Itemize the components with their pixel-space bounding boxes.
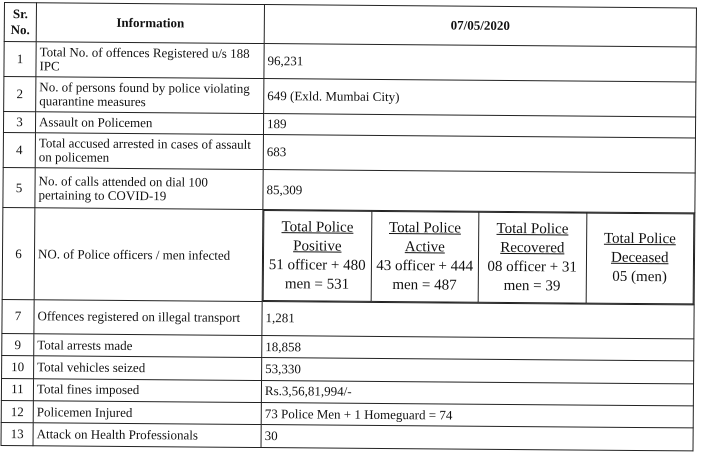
- active-value: 43 officer + 444 men = 487: [376, 257, 474, 294]
- table-row-infected: [2, 208, 695, 305]
- row-value: 683: [263, 135, 695, 173]
- row-value: 30: [261, 425, 693, 451]
- header-date: 07/05/2020: [264, 5, 696, 48]
- row-sr: 10: [2, 356, 34, 379]
- table-row: [4, 77, 696, 117]
- row-info: Offences registered on illegal transport: [34, 300, 262, 335]
- row-value: 189: [263, 113, 695, 138]
- row-value: 18,858: [262, 335, 694, 361]
- positive-cell: [263, 211, 371, 302]
- table-row: [1, 423, 693, 451]
- row-info: Total accused arrested in cases of assault on policemen: [35, 133, 263, 170]
- row-info: Policemen Injured: [33, 401, 261, 425]
- row-info: Total No. of offences Registered u/s 188 IPC: [36, 42, 264, 79]
- active-head: Total Police Active: [388, 219, 461, 256]
- row-value: 649 (Exld. Mumbai City): [264, 79, 696, 117]
- row-info: Assault on Policemen: [35, 112, 263, 135]
- row-value: 73 Police Men + 1 Homeguard = 74: [261, 403, 693, 429]
- row-value: Rs.3,56,81,994/-: [261, 380, 693, 406]
- row-sr: 11: [1, 378, 33, 401]
- positive-head: Total Police Positive: [281, 218, 354, 255]
- table-row: [3, 167, 695, 213]
- recovered-head: Total Police Recovered: [496, 220, 569, 257]
- deceased-value: 05 (men): [612, 268, 667, 286]
- active-cell: [371, 212, 479, 303]
- row-sr: 6: [2, 208, 35, 300]
- infected-subtable: [263, 210, 695, 304]
- header-information: Information: [36, 3, 264, 44]
- row-sr: 3: [3, 111, 35, 133]
- row-info: Total vehicles seized: [34, 356, 262, 380]
- row-info: No. of persons found by police violating quarantine measures: [36, 77, 264, 114]
- row-value: 53,330: [262, 358, 694, 384]
- row-value: 85,309: [263, 169, 695, 213]
- infected-breakdown: [262, 210, 695, 305]
- row-sr: 9: [2, 333, 34, 356]
- row-sr: 7: [2, 300, 34, 334]
- positive-value: 51 officer + 480 men = 531: [268, 256, 366, 293]
- row-value: 1,281: [262, 302, 694, 339]
- row-sr: 5: [3, 167, 35, 208]
- covid-offences-table: [1, 2, 697, 451]
- row-info: Total fines imposed: [33, 378, 261, 402]
- document-sheet: [1, 2, 697, 451]
- row-info: No. of calls attended on dial 100 pertaining to COVID-19: [35, 168, 263, 210]
- row-sr: 2: [4, 77, 36, 112]
- row-sr: 4: [3, 133, 35, 168]
- row-info: Total arrests made: [34, 334, 262, 358]
- row-info: Attack on Health Professionals: [33, 423, 261, 447]
- recovered-value: 08 officer + 31 men = 39: [487, 258, 577, 295]
- row-value: 96,231: [264, 44, 696, 82]
- header-sr-no: Sr. No.: [4, 3, 36, 43]
- header-row: [4, 3, 696, 48]
- row-sr: 12: [1, 401, 33, 424]
- row-sr: 13: [1, 423, 33, 446]
- table-row: [2, 300, 694, 339]
- deceased-head: Total Police Deceased: [603, 230, 676, 267]
- row-info: NO. of Police officers / men infected: [34, 208, 263, 302]
- deceased-cell: [586, 213, 694, 304]
- table-row: [3, 133, 695, 173]
- row-sr: 1: [4, 42, 36, 77]
- recovered-cell: [478, 212, 586, 303]
- table-row: [4, 42, 696, 82]
